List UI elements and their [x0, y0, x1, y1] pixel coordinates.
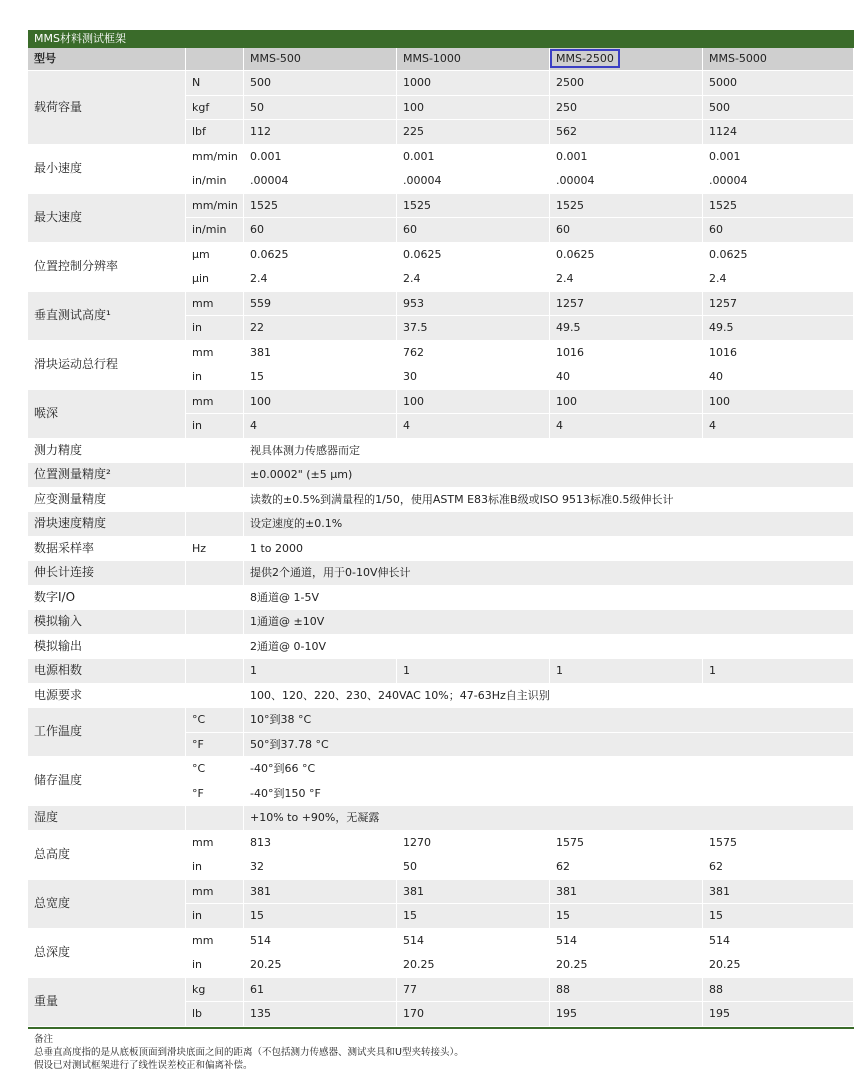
table-row [28, 806, 854, 831]
table-row [28, 537, 854, 562]
table-row [28, 586, 854, 611]
spec-value: 2.4 [244, 267, 397, 292]
table-row [28, 390, 854, 415]
spec-value: 1575 [703, 831, 854, 856]
spec-unit: mm/min [186, 145, 244, 170]
spec-unit: °F [186, 782, 244, 807]
spec-value: 514 [244, 929, 397, 954]
spec-value: 381 [244, 341, 397, 366]
spec-value: 32 [244, 855, 397, 880]
spec-value: 50 [244, 96, 397, 121]
spec-value-span: 设定速度的±0.1% [244, 512, 854, 537]
header-row [28, 48, 854, 71]
spec-value: 61 [244, 978, 397, 1003]
spec-value: 100 [703, 390, 854, 415]
spec-value: 60 [550, 218, 703, 243]
spec-unit [186, 684, 244, 709]
spec-value: 0.0625 [397, 243, 550, 268]
spec-value: 1 [550, 659, 703, 684]
spec-value: 20.25 [397, 953, 550, 978]
spec-value: 15 [397, 904, 550, 929]
spec-value: 20.25 [244, 953, 397, 978]
spec-name: 湿度 [28, 806, 186, 831]
spec-name: 喉深 [28, 390, 186, 439]
spec-name: 垂直测试高度¹ [28, 292, 186, 341]
spec-value: 562 [550, 120, 703, 145]
table-row [28, 635, 854, 660]
spec-value: 50 [397, 855, 550, 880]
table-row [28, 512, 854, 537]
spec-value-span: 2通道@ 0-10V [244, 635, 854, 660]
spec-name: 最大速度 [28, 194, 186, 243]
spec-name: 模拟输入 [28, 610, 186, 635]
spec-unit: °C [186, 708, 244, 733]
spec-unit: in/min [186, 218, 244, 243]
spec-value-span: 提供2个通道，用于0-10V伸长计 [244, 561, 854, 586]
spec-value: 0.0625 [550, 243, 703, 268]
spec-value: 2.4 [397, 267, 550, 292]
spec-value: 381 [244, 880, 397, 905]
spec-unit: mm [186, 341, 244, 366]
spec-value: 0.0625 [703, 243, 854, 268]
spec-unit: °F [186, 733, 244, 758]
spec-value: 135 [244, 1002, 397, 1027]
spec-value: 514 [550, 929, 703, 954]
spec-sheet [28, 30, 854, 1072]
spec-value: 62 [703, 855, 854, 880]
spec-unit: mm [186, 880, 244, 905]
spec-value: 77 [397, 978, 550, 1003]
spec-value: 100 [397, 96, 550, 121]
table-row [28, 929, 854, 954]
spec-value: 100 [397, 390, 550, 415]
spec-unit: µm [186, 243, 244, 268]
spec-value-span: 50°到37.78 °C [244, 733, 854, 758]
spec-value: 88 [550, 978, 703, 1003]
spec-value-span: -40°到150 °F [244, 782, 854, 807]
spec-unit: N [186, 71, 244, 96]
spec-name: 电源相数 [28, 659, 186, 684]
spec-value-span: 10°到38 °C [244, 708, 854, 733]
spec-value: 4 [244, 414, 397, 439]
spec-value: 514 [397, 929, 550, 954]
spec-unit: mm [186, 390, 244, 415]
table-row [28, 439, 854, 464]
spec-value-span: ±0.0002" (±5 µm) [244, 463, 854, 488]
model-header-highlighted [550, 48, 703, 71]
spec-value: 381 [703, 880, 854, 905]
spec-name: 位置测量精度² [28, 463, 186, 488]
spec-unit: kg [186, 978, 244, 1003]
spec-value: 500 [244, 71, 397, 96]
spec-unit: in [186, 365, 244, 390]
table-row [28, 757, 854, 782]
spec-unit: in [186, 855, 244, 880]
spec-value: 1000 [397, 71, 550, 96]
notes-heading: 备注 [34, 1033, 54, 1045]
spec-unit: in [186, 904, 244, 929]
spec-unit [186, 512, 244, 537]
spec-unit: in [186, 316, 244, 341]
spec-value: 170 [397, 1002, 550, 1027]
spec-unit: mm [186, 292, 244, 317]
spec-unit [186, 586, 244, 611]
table-row [28, 978, 854, 1003]
spec-name: 数据采样率 [28, 537, 186, 562]
notes [28, 1033, 854, 1072]
table-row [28, 488, 854, 513]
spec-name: 数字I/O [28, 586, 186, 611]
spec-value: 762 [397, 341, 550, 366]
spec-unit: mm [186, 831, 244, 856]
spec-name: 总深度 [28, 929, 186, 978]
spec-value: 0.001 [703, 145, 854, 170]
spec-value: 514 [703, 929, 854, 954]
spec-value: 0.001 [244, 145, 397, 170]
spec-name: 应变测量精度 [28, 488, 186, 513]
spec-value: 559 [244, 292, 397, 317]
spec-value: 0.001 [397, 145, 550, 170]
table-row [28, 684, 854, 709]
table-row [28, 659, 854, 684]
spec-name: 总高度 [28, 831, 186, 880]
spec-value: 15 [703, 904, 854, 929]
table-row [28, 71, 854, 96]
spec-value: 381 [397, 880, 550, 905]
spec-unit: Hz [186, 537, 244, 562]
spec-unit [186, 806, 244, 831]
spec-value: 0.0625 [244, 243, 397, 268]
spec-value-span: 1 to 2000 [244, 537, 854, 562]
table-row [28, 145, 854, 170]
spec-value: 60 [703, 218, 854, 243]
table-title: MMS材料测试框架 [28, 30, 854, 48]
spec-value: 22 [244, 316, 397, 341]
spec-value: 4 [397, 414, 550, 439]
spec-value: 15 [550, 904, 703, 929]
spec-name: 电源要求 [28, 684, 186, 709]
table-row [28, 610, 854, 635]
spec-value: 1270 [397, 831, 550, 856]
model-header: MMS-5000 [703, 48, 854, 71]
spec-value-span: 读数的±0.5%到满量程的1/50，使用ASTM E83标准B级或ISO 9513标准0.5级伸长计 [244, 488, 854, 513]
spec-value: 381 [550, 880, 703, 905]
spec-value: 195 [550, 1002, 703, 1027]
spec-value: 1016 [703, 341, 854, 366]
spec-name: 重量 [28, 978, 186, 1027]
table-row [28, 243, 854, 268]
spec-value: 60 [244, 218, 397, 243]
note-line: 假设已对测试框架进行了线性误差校正和偏离补偿。 [34, 1059, 253, 1071]
spec-value-span: -40°到66 °C [244, 757, 854, 782]
spec-name: 滑块速度精度 [28, 512, 186, 537]
spec-value: 37.5 [397, 316, 550, 341]
model-header: MMS-500 [244, 48, 397, 71]
spec-value: .00004 [244, 169, 397, 194]
table-row [28, 463, 854, 488]
spec-unit [186, 488, 244, 513]
table-row [28, 708, 854, 733]
spec-value: 1257 [703, 292, 854, 317]
spec-value: 5000 [703, 71, 854, 96]
spec-name: 最小速度 [28, 145, 186, 194]
spec-name: 位置控制分辨率 [28, 243, 186, 292]
spec-unit [186, 439, 244, 464]
spec-unit [186, 463, 244, 488]
spec-value: 2.4 [550, 267, 703, 292]
spec-value-span: +10% to +90%，无凝露 [244, 806, 854, 831]
spec-unit: lbf [186, 120, 244, 145]
spec-value: 2500 [550, 71, 703, 96]
spec-value: 49.5 [550, 316, 703, 341]
model-header: MMS-1000 [397, 48, 550, 71]
spec-unit: in [186, 414, 244, 439]
spec-value: .00004 [397, 169, 550, 194]
spec-name: 储存温度 [28, 757, 186, 806]
spec-unit: in [186, 953, 244, 978]
spec-value: 1525 [397, 194, 550, 219]
spec-value: 1525 [550, 194, 703, 219]
spec-value: 1 [397, 659, 550, 684]
spec-unit [186, 561, 244, 586]
table-row [28, 831, 854, 856]
spec-table [28, 48, 854, 1027]
spec-unit: kgf [186, 96, 244, 121]
spec-value: 112 [244, 120, 397, 145]
spec-value-span: 8通道@ 1-5V [244, 586, 854, 611]
table-row [28, 561, 854, 586]
model-header-label: 型号 [28, 48, 186, 71]
spec-value: 0.001 [550, 145, 703, 170]
spec-value: 1525 [244, 194, 397, 219]
spec-value: 500 [703, 96, 854, 121]
spec-value: 49.5 [703, 316, 854, 341]
table-row [28, 880, 854, 905]
spec-name: 模拟输出 [28, 635, 186, 660]
spec-name: 滑块运动总行程 [28, 341, 186, 390]
spec-unit: lb [186, 1002, 244, 1027]
unit-header-cell [186, 48, 244, 71]
spec-value: 60 [397, 218, 550, 243]
spec-value-span: 视具体测力传感器而定 [244, 439, 854, 464]
spec-value: 1 [703, 659, 854, 684]
spec-value: 1124 [703, 120, 854, 145]
spec-value: 250 [550, 96, 703, 121]
spec-unit: mm [186, 929, 244, 954]
spec-value: 15 [244, 365, 397, 390]
table-row [28, 194, 854, 219]
spec-value: 1 [244, 659, 397, 684]
spec-name: 测力精度 [28, 439, 186, 464]
table-row [28, 341, 854, 366]
table-row [28, 292, 854, 317]
highlight-box: MMS-2500 [550, 49, 620, 68]
spec-value: 4 [703, 414, 854, 439]
spec-unit: µin [186, 267, 244, 292]
spec-value-span: 100、120、220、230、240VAC 10%；47-63Hz自主识别 [244, 684, 854, 709]
spec-value: 953 [397, 292, 550, 317]
note-line: 总垂直高度指的是从底板顶面到滑块底面之间的距离（不包括测力传感器、测试夹具和U型夹转接头）。 [34, 1046, 464, 1058]
spec-unit [186, 610, 244, 635]
spec-value: 4 [550, 414, 703, 439]
spec-value: 40 [703, 365, 854, 390]
spec-value: 1575 [550, 831, 703, 856]
bottom-rule [28, 1027, 854, 1029]
spec-value: 1016 [550, 341, 703, 366]
spec-unit [186, 659, 244, 684]
spec-value: 62 [550, 855, 703, 880]
spec-value: 15 [244, 904, 397, 929]
spec-value: .00004 [550, 169, 703, 194]
spec-unit: in/min [186, 169, 244, 194]
spec-value: 195 [703, 1002, 854, 1027]
spec-value: 1257 [550, 292, 703, 317]
spec-value: 88 [703, 978, 854, 1003]
spec-value: 40 [550, 365, 703, 390]
spec-value: 30 [397, 365, 550, 390]
spec-value: 813 [244, 831, 397, 856]
spec-value: 100 [550, 390, 703, 415]
spec-value: 100 [244, 390, 397, 415]
spec-value: 1525 [703, 194, 854, 219]
spec-value: 20.25 [550, 953, 703, 978]
spec-name: 工作温度 [28, 708, 186, 757]
spec-value: .00004 [703, 169, 854, 194]
spec-value: 225 [397, 120, 550, 145]
spec-unit [186, 635, 244, 660]
spec-unit: °C [186, 757, 244, 782]
spec-value-span: 1通道@ ±10V [244, 610, 854, 635]
spec-name: 载荷容量 [28, 71, 186, 145]
spec-value: 20.25 [703, 953, 854, 978]
spec-unit: mm/min [186, 194, 244, 219]
spec-value: 2.4 [703, 267, 854, 292]
spec-name: 总宽度 [28, 880, 186, 929]
spec-name: 伸长计连接 [28, 561, 186, 586]
